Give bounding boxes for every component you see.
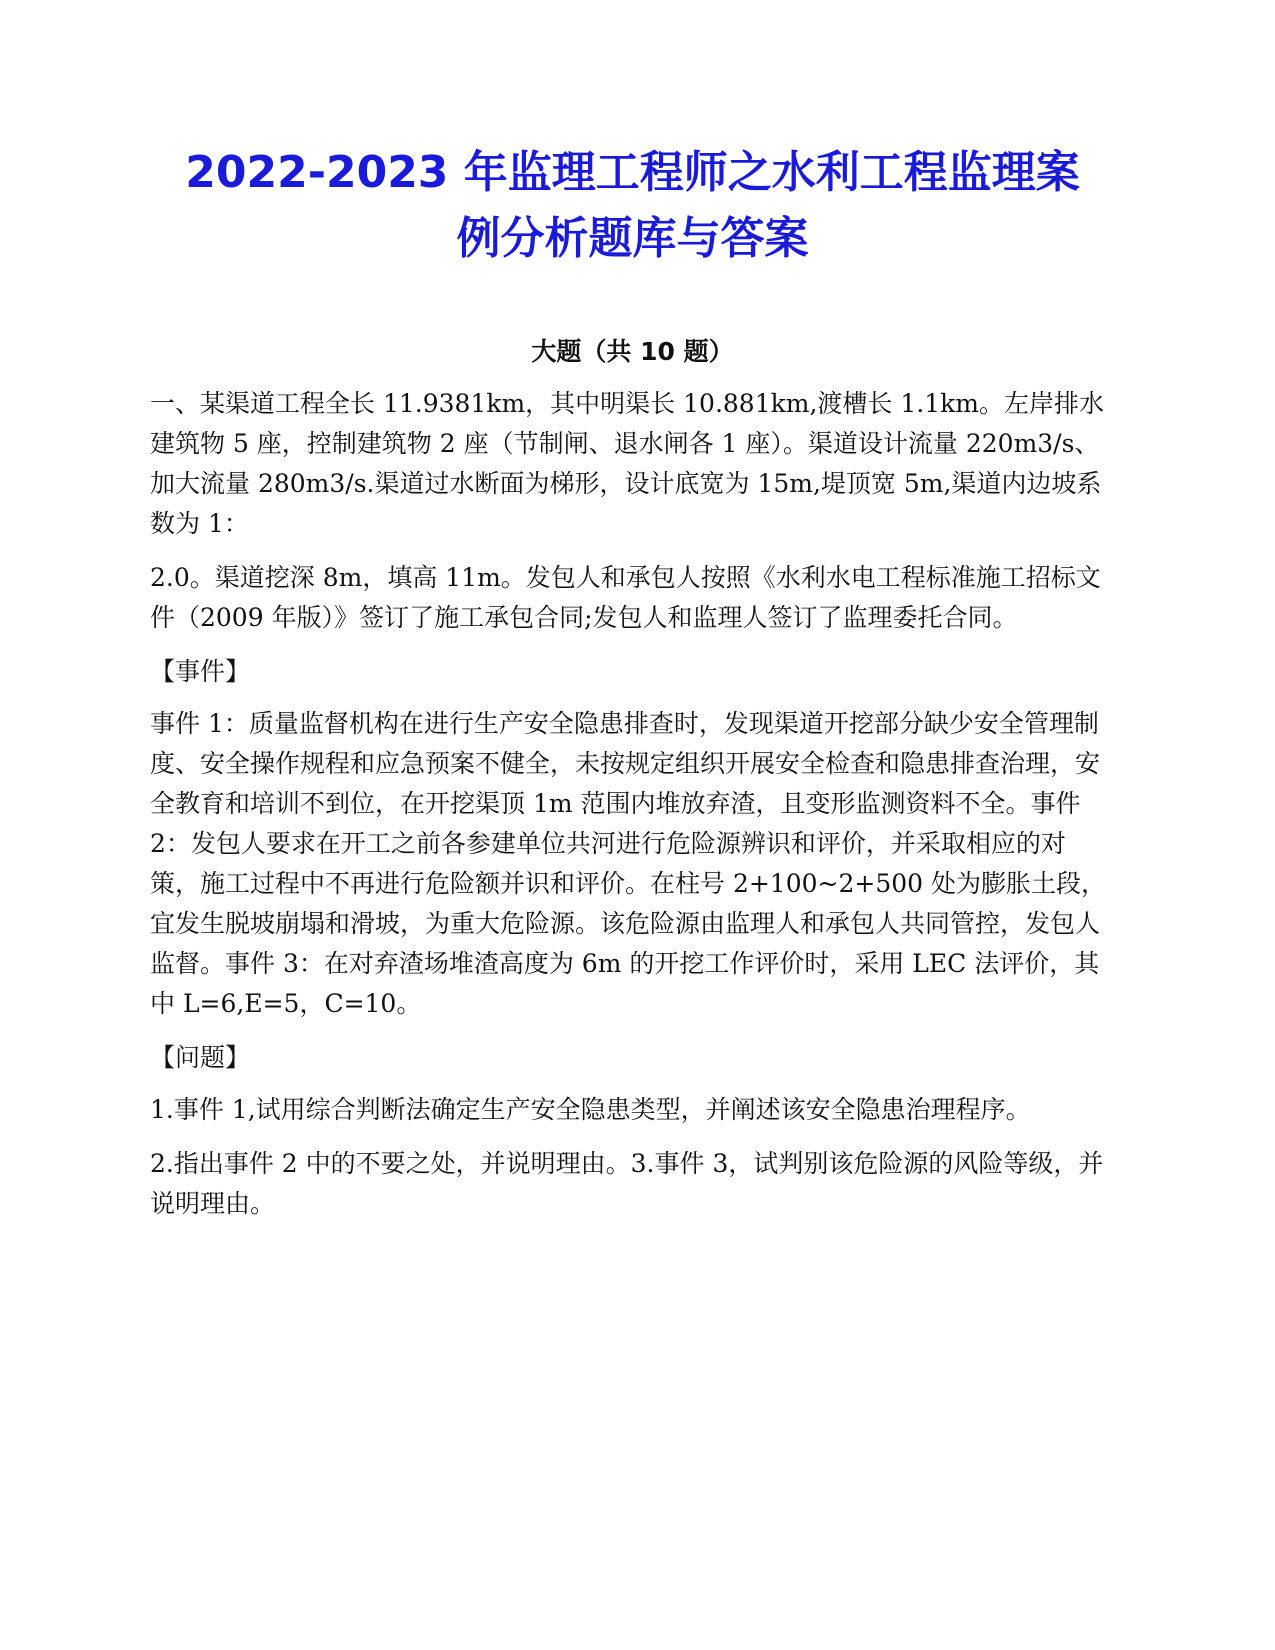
paragraph-contract: 2.0。渠道挖深 8m，填高 11m。发包人和承包人按照《水利水电工程标准施工招标文件（2009 年版）》签订了施工承包合同;发包人和监理人签订了监理委托合同。 bbox=[150, 563, 1101, 632]
paragraph-question-1: 1.事件 1,试用综合判断法确定生产安全隐患类型，并阐述该安全隐患治理程序。 bbox=[150, 1095, 1031, 1124]
paragraph-events: 事件 1：质量监督机构在进行生产安全隐患排查时，发现渠道开挖部分缺少安全管理制度、安全操作规程和应急预案不健全，未按规定组织开展安全检查和隐患排查治理，安全教育和培训不到位，在开挖渠顶 1m 范围内堆放弃渣，且变形监测资料不全。事件 2：发包人要求在开工之前各参建单位共河进行危险源辨识和评价，并采取相应的对策，施工过程中不再进行危险额并识和评价。在柱号 2+100~2+500 处为膨胀土段，宜发生脱坡崩塌和滑坡，为重大危险源。该危险源由监理人和承包人共同管控，发包人监督。事件 3：在对弃渣场堆渣高度为 6m 的开挖工作评价时，采用 LEC 法评价，其中 L=6,E=5，C=10。 bbox=[150, 709, 1106, 1018]
document-title-line-2: 例分析题库与答案 bbox=[456, 213, 809, 264]
paragraph-question-2-3: 2.指出事件 2 中的不要之处，并说明理由。3.事件 3，试判别该危险源的风险等级，并说明理由。 bbox=[150, 1149, 1104, 1218]
document-title-line-1: 2022-2023 年监理工程师之水利工程监理案 bbox=[185, 147, 1080, 198]
paragraph-questions-label: 【问题】 bbox=[150, 1043, 251, 1072]
document-title bbox=[150, 140, 1115, 272]
section-heading: 大题（共 10 题） bbox=[531, 337, 734, 366]
paragraph-intro: 一、某渠道工程全长 11.9381km，其中明渠长 10.881km,渡槽长 1.1km。左岸排水建筑物 5 座，控制建筑物 2 座（节制闸、退水闸各 1 座）。渠道设计流量 220m3/s、加大流量 280m3/s.渠道过水断面为梯形，设计底宽为 15m,堤顶宽 5m,渠道内边坡系数为 1： bbox=[150, 389, 1104, 538]
paragraph-events-label: 【事件】 bbox=[150, 657, 251, 686]
